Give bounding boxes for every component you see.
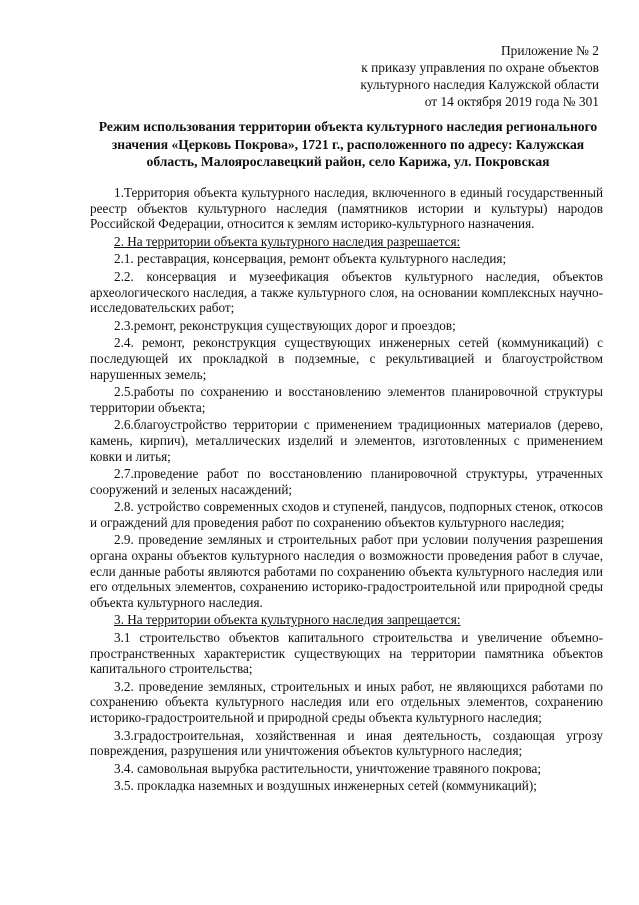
paragraph: 2.5.работы по сохранению и восстановлению элементов планировочной структуры территории объекта;	[90, 384, 603, 415]
document-title: Режим использования территории объекта культурного наследия регионального значения «Церковь Покрова», 1721 г., расположенного по адресу: Калужская область, Малоярославецкий район, село Карижа, ул. Покровская	[98, 119, 598, 169]
paragraph: 3.3.градостроительная, хозяйственная и иная деятельность, создающая угрозу повреждения, разрушения или уничтожения объектов культурного наследия;	[90, 727, 603, 759]
paragraph: 2.4. ремонт, реконструкция существующих инженерных сетей (коммуникаций) с последующей их прокладкой в подземные, с рекультивацией и благоустройством нарушенных земель;	[90, 335, 603, 382]
appendix-line: к приказу управления по охране объектов	[361, 60, 599, 75]
appendix-line: от 14 октября 2019 года № 301	[424, 94, 599, 109]
appendix-line: Приложение № 2	[500, 43, 599, 58]
document-body	[90, 185, 603, 796]
paragraph: 3.2. проведение земляных, строительных и иных работ, не являющихся работами по сохранению объекта культурного наследия или его отдельных элементов, сохранению историко-градостроительной и природной среды объекта культурного наследия;	[90, 678, 603, 725]
paragraph: 3.5. прокладка наземных и воздушных инженерных сетей (коммуникаций);	[114, 778, 537, 794]
paragraph: 2.2. консервация и музеефикация объектов культурного наследия, объектов археологического наследия, а также культурного слоя, на основании комплексных научно-исследовательских работ;	[90, 268, 603, 316]
appendix-line: культурного наследия Калужской области	[360, 77, 599, 92]
paragraph: 2.8. устройство современных сходов и ступеней, пандусов, подпорных стенок, откосов и ограждений для проведения работ по сохранению объектов культурного наследия;	[90, 499, 603, 530]
section-heading: 2. На территории объекта культурного наследия разрешается:	[114, 233, 461, 249]
paragraph: 2.9. проведение земляных и строительных работ при условии получения разрешения органа охраны объектов культурного наследия о возможности проведения работ в случае, если данные работы являются работами по сохранению объекта культурного наследия или его отдельных элементов, сохранению историко-градостроительной или природной среды объекта культурного наследия.	[90, 532, 603, 610]
paragraph: 2.1. реставрация, консервация, ремонт объекта культурного наследия;	[114, 251, 507, 267]
paragraph: 1.Территория объекта культурного наследия, включенного в единый государственный реестр объектов культурного наследия (памятников истории и культуры) народов Российской Федерации, относится к землям историко-культурного назначения.	[90, 185, 603, 232]
paragraph: 3.1 строительство объектов капитального строительства и увеличение объемно-пространственных характеристик существующих на территории памятника объектов капитального строительства;	[90, 630, 603, 677]
paragraph: 2.7.проведение работ по восстановлению планировочной структуры, утраченных сооружений и зеленых насаждений;	[90, 466, 603, 497]
appendix-header	[360, 42, 599, 110]
paragraph: 3.4. самовольная вырубка растительности, уничтожение травяного покрова;	[114, 760, 542, 776]
paragraph: 2.6.благоустройство территории с применением традиционных материалов (дерево, камень, кирпич), металлических изделий и элементов, изготовленных с применением ковки и литья;	[90, 417, 603, 464]
section-heading: 3. На территории объекта культурного наследия запрещается:	[114, 612, 461, 628]
paragraph: 2.3.ремонт, реконструкция существующих дорог и проездов;	[114, 317, 456, 333]
